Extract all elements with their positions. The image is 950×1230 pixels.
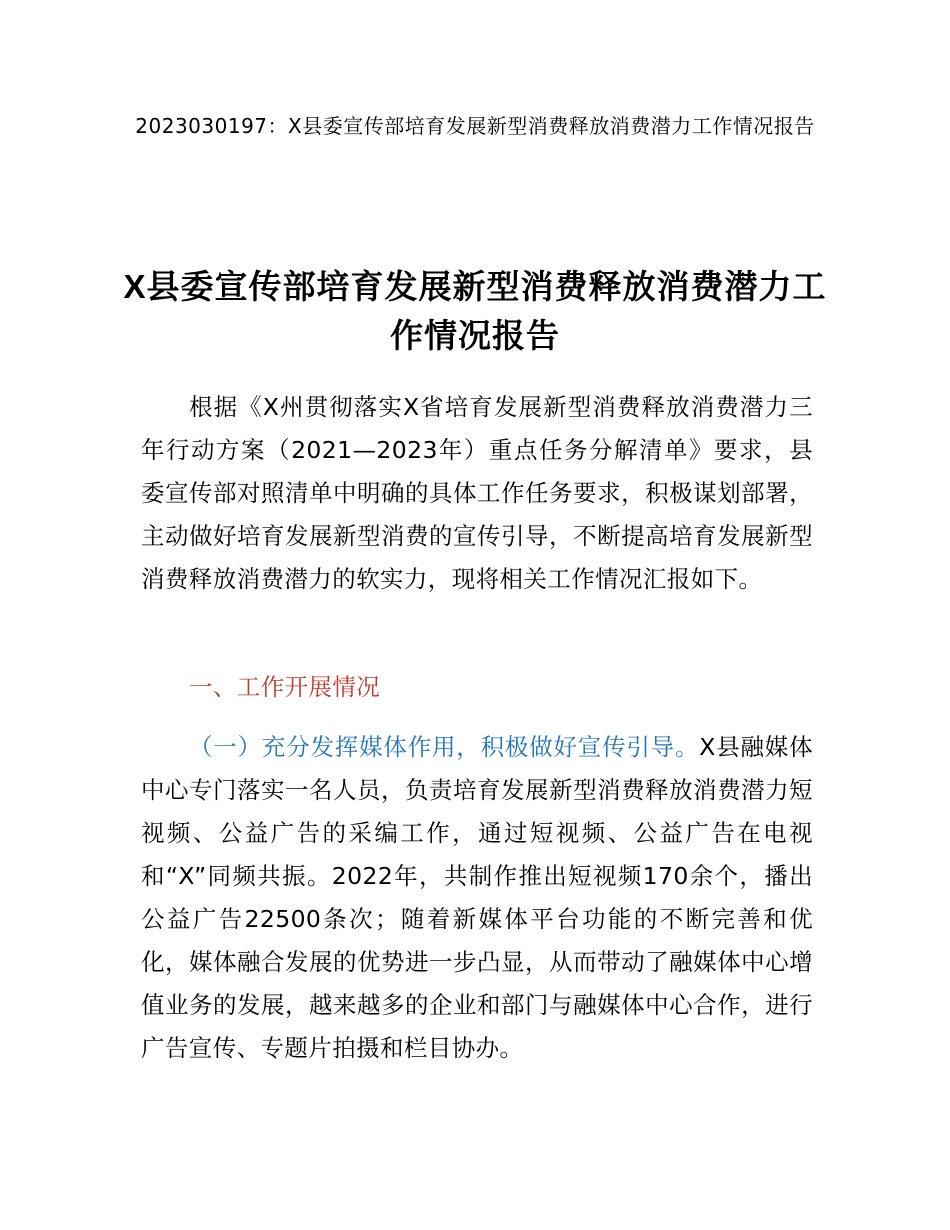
subsection-heading-1: （一）充分发挥媒体作用，积极做好宣传引导。 bbox=[189, 733, 700, 761]
section-1-paragraph bbox=[141, 726, 813, 1070]
subsection-1-body: X县融媒体中心专门落实一名人员，负责培育发展新型消费释放消费潜力短视频、公益广告的采编工作，通过短视频、公益广告在电视和“X”同频共振。2022年，共制作推出短视频170余个，播出公益广告22500条次；随着新媒体平台功能的不断完善和优化，媒体融合发展的优势进一步凸显，从而带动了融媒体中心增值业务的发展，越来越多的企业和部门与融媒体中心合作，进行广告宣传、专题片拍摄和栏目协办。 bbox=[141, 733, 813, 1062]
title-text: 县委宣传部培育发展新型消费释放消费潜力工作情况报告 bbox=[146, 267, 827, 355]
file-header: 2023030197：X县委宣传部培育发展新型消费释放消费潜力工作情况报告 bbox=[135, 114, 815, 138]
title-x: X bbox=[123, 268, 147, 305]
section-heading-1: 一、工作开展情况 bbox=[189, 673, 381, 701]
intro-paragraph: 根据《X州贯彻落实X省培育发展新型消费释放消费潜力三年行动方案（2021—2023年）重点任务分解清单》要求，县委宣传部对照清单中明确的具体工作任务要求，积极谋划部署，主动做好培育发展新型消费的宣传引导，不断提高培育发展新型消费释放消费潜力的软实力，现将相关工作情况汇报如下。 bbox=[141, 393, 813, 593]
document-title bbox=[120, 262, 830, 360]
